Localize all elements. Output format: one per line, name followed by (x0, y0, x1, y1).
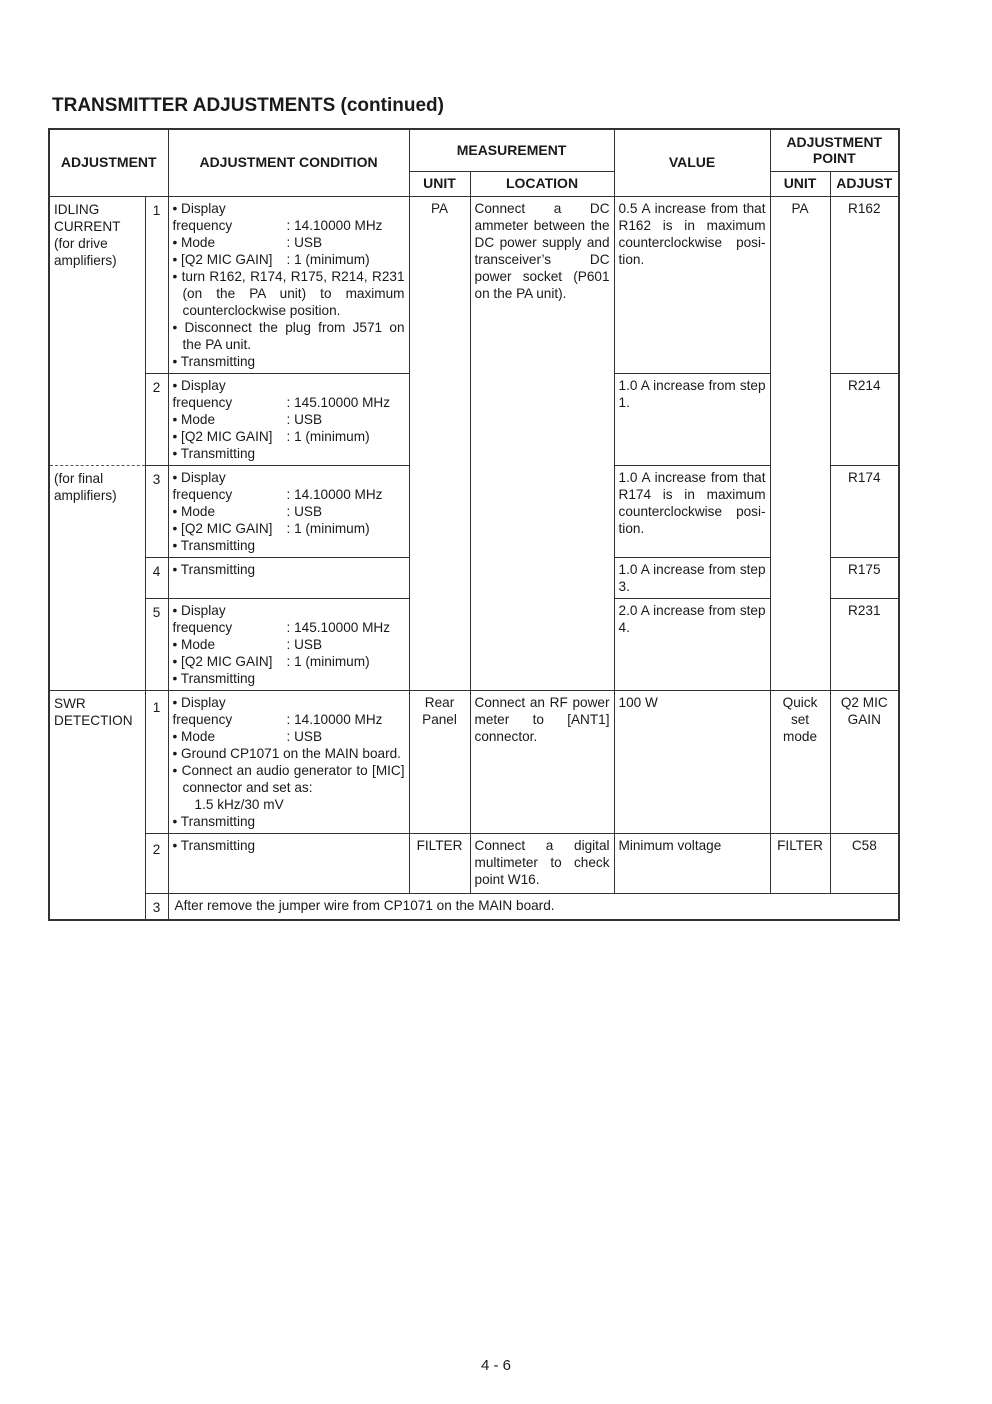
table-row (49, 690, 899, 833)
step-number: 3 (145, 893, 168, 920)
page-number: 4 - 6 (480, 1357, 511, 1374)
condition-line: • Mode : USB (172, 411, 323, 427)
header-adjustment-condition: ADJUSTMENT CONDITION (168, 129, 409, 196)
header-measurement: MEASUREMENT (409, 129, 614, 171)
measurement-unit: PA (409, 196, 470, 690)
condition-cell (168, 557, 409, 598)
header-adjust: ADJUST (830, 171, 899, 196)
table-row (49, 833, 899, 893)
step-number: 2 (145, 833, 168, 893)
step-number: 3 (145, 465, 168, 557)
measurement-location: Connect a DC ammeter between the DC power supply and transceiver’s DC power socket (P601 on the PA unit). (470, 196, 614, 690)
adjust-point: C58 (830, 833, 899, 893)
value-cell: 1.0 A increase from step 1. (614, 373, 770, 465)
condition-cell (168, 373, 409, 465)
header-location: LOCATION (470, 171, 614, 196)
value-cell: 100 W (614, 690, 770, 833)
adjust-point: R175 (830, 557, 899, 598)
value-cell: 1.0 A increase from step 3. (614, 557, 770, 598)
step-number: 5 (145, 598, 168, 690)
condition-line: • Transmitting (172, 537, 256, 553)
condition-line: • Mode : USB (172, 728, 323, 744)
group-label-swr: SWR DETECTION (49, 690, 145, 920)
value-cell: 0.5 A increase from that R162 is in maximum counterclockwise posi-tion. (614, 196, 770, 373)
header-point-unit: UNIT (770, 171, 830, 196)
adjustment-unit: PA (770, 196, 830, 690)
note-cell: After remove the jumper wire from CP1071 on the MAIN board. (168, 893, 899, 920)
measurement-unit: FILTER (409, 833, 470, 893)
step-number: 2 (145, 373, 168, 465)
condition-line: • Ground CP1071 on the MAIN board. (172, 745, 401, 761)
adjust-point: R162 (830, 196, 899, 373)
condition-cell (168, 690, 409, 833)
condition-line: • Transmitting (172, 353, 256, 369)
header-adjustment: ADJUSTMENT (49, 129, 168, 196)
condition-line: • Transmitting (172, 561, 256, 577)
condition-cell (168, 598, 409, 690)
adjust-point: R231 (830, 598, 899, 690)
transmitter-adjustments-table (48, 128, 900, 921)
condition-line: • turn R162, R174, R175, R214, R231 (on the PA unit) to maximum counterclockwise position. (172, 268, 405, 318)
condition-line: • [Q2 MIC GAIN] : 1 (minimum) (172, 653, 370, 669)
condition-line: • Transmitting (172, 813, 256, 829)
adjust-point: R174 (830, 465, 899, 557)
adjust-point: Q2 MIC GAIN (830, 690, 899, 833)
condition-line: • Disconnect the plug from J571 on the PA unit. (172, 319, 405, 352)
condition-line: • Mode : USB (172, 503, 323, 519)
condition-line: • [Q2 MIC GAIN] : 1 (minimum) (172, 520, 370, 536)
condition-line: • Transmitting (172, 445, 256, 461)
condition-line: • Transmitting (172, 670, 256, 686)
adjustment-unit: Quick set mode (770, 690, 830, 833)
condition-line: 1.5 kHz/30 mV (194, 796, 284, 812)
measurement-location: Connect an RF power meter to [ANT1] connector. (470, 690, 614, 833)
table-row (49, 893, 899, 920)
step-number: 1 (145, 196, 168, 373)
measurement-location: Connect a digital multimeter to check point W16. (470, 833, 614, 893)
condition-line: • [Q2 MIC GAIN] : 1 (minimum) (172, 251, 370, 267)
group-label-final: (for final amplifiers) (49, 465, 145, 690)
step-number: 1 (145, 690, 168, 833)
header-adjustment-point: ADJUSTMENT POINT (770, 129, 899, 171)
condition-line: • [Q2 MIC GAIN] : 1 (minimum) (172, 428, 370, 444)
condition-line: • Mode : USB (172, 234, 323, 250)
condition-line: • Mode : USB (172, 636, 323, 652)
value-cell: Minimum voltage (614, 833, 770, 893)
table-row (49, 196, 899, 373)
condition-line: • Display frequency : 14.10000 MHz (172, 469, 383, 502)
adjust-point: R214 (830, 373, 899, 465)
group-label-idling: IDLING CURRENT (for drive amplifiers) (49, 196, 145, 465)
page-title: TRANSMITTER ADJUSTMENTS (continued) (52, 95, 444, 116)
condition-line: • Display frequency : 14.10000 MHz (172, 694, 383, 727)
adjustment-unit: FILTER (770, 833, 830, 893)
condition-line: • Connect an audio generator to [MIC] connector and set as: (172, 762, 405, 795)
condition-line: • Display frequency : 14.10000 MHz (172, 200, 383, 233)
condition-line: • Transmitting (172, 837, 256, 853)
value-cell: 1.0 A increase from that R174 is in maximum counterclockwise posi-tion. (614, 465, 770, 557)
condition-line: • Display frequency : 145.10000 MHz (172, 602, 391, 635)
value-cell: 2.0 A increase from step 4. (614, 598, 770, 690)
measurement-unit: Rear Panel (409, 690, 470, 833)
condition-cell (168, 833, 409, 893)
condition-line: • Display frequency : 145.10000 MHz (172, 377, 391, 410)
step-number: 4 (145, 557, 168, 598)
condition-cell (168, 196, 409, 373)
header-measurement-unit: UNIT (409, 171, 470, 196)
condition-cell (168, 465, 409, 557)
header-value: VALUE (614, 129, 770, 196)
